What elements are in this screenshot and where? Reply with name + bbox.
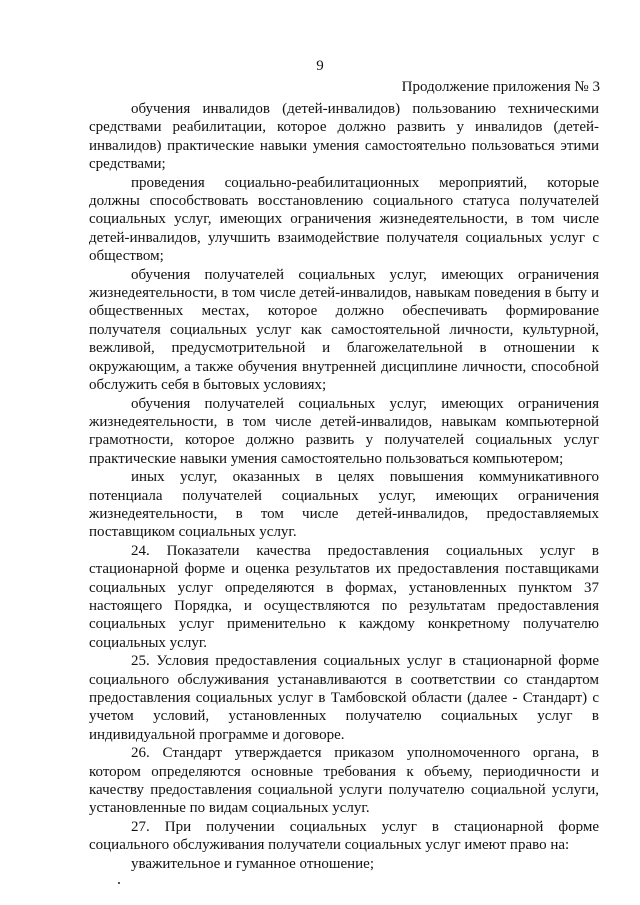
document-body	[89, 100, 599, 873]
paragraph-computer-literacy: обучения получателей социальных услуг, имеющих ограничения жизнедеятельности, в том числе детей-инвалидов, навыкам компьютерной грамотности, которое должно развить у получателей социальных услуг практические навыки умения самостоятельно пользоваться компьютером;	[89, 395, 599, 467]
paragraph-training-assistive-devices: обучения инвалидов (детей-инвалидов) пользованию техническими средствами реабилитации, которое должно развить у инвалидов (детей-инвалидов) практические навыки умения самостоятельно пользоваться этими средствами;	[89, 101, 599, 173]
paragraph-respectful-treatment: уважительное и гуманное отношение;	[131, 855, 374, 872]
paragraph-item-26: 26. Стандарт утверждается приказом уполномоченного органа, в котором определяются основные требования к объему, периодичности и качеству предоставления социальной услуги получателю социальной услуги, установленные по видам социальных услуг.	[89, 745, 599, 817]
paragraph-social-rehabilitation: проведения социально-реабилитационных мероприятий, которые должны способствовать восстановлению социального статуса получателей социальных услуг, имеющих ограничения жизнедеятельности, в том числе детей-инвалидов, улучшить взаимодействие получателя социальных услуг с обществом;	[89, 174, 599, 265]
scan-speck	[118, 882, 120, 884]
appendix-label: Продолжение приложения № 3	[401, 79, 600, 95]
paragraph-item-27: 27. При получении социальных услуг в стационарной форме социального обслуживания получатели социальных услуг имеют право на:	[89, 818, 599, 854]
paragraph-item-24: 24. Показатели качества предоставления социальных услуг в стационарной форме и оценка результатов их предоставления поставщиками социальных услуг определяются в формах, установленных пунктом 37 настоящего Порядка, и осуществляются по результатам предоставления социальных услуг применительно к каждому конкретному получателю социальных услуг.	[89, 542, 599, 651]
page-number: 9	[316, 58, 324, 74]
paragraph-other-services: иных услуг, оказанных в целях повышения коммуникативного потенциала получателей социальных услуг, имеющих ограничения жизнедеятельности, в том числе детей-инвалидов, предоставляемых поставщиком социальных услуг.	[89, 469, 599, 541]
paragraph-item-25: 25. Условия предоставления социальных услуг в стационарной форме социального обслуживания устанавливаются в соответствии со стандартом предоставления социальных услуг в Тамбовской области (далее - Стандарт) с учетом условий, установленных получателю социальных услуг в индивидуальной программе и договоре.	[89, 653, 599, 743]
paragraph-behavior-training: обучения получателей социальных услуг, имеющих ограничения жизнедеятельности, в том числе детей-инвалидов, навыкам поведения в быту и общественных местах, которое должно обеспечивать формирование получателя социальных услуг как самостоятельной личности, культурной, вежливой, предусмотрительной и благожелательной в отношении к окружающим, а также обучения внутренней дисциплине личности, способной обслужить себя в бытовых условиях;	[89, 266, 599, 394]
